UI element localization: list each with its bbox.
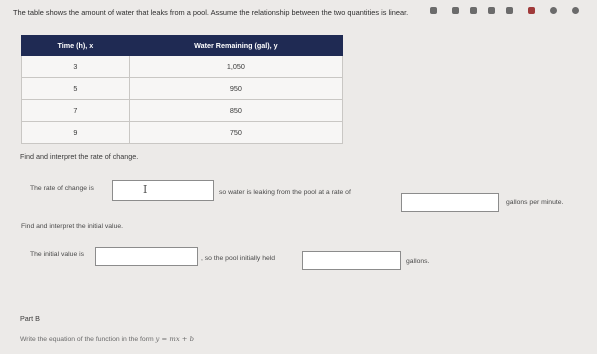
initial-gallons-input[interactable] (302, 251, 401, 270)
cell-time: 5 (22, 78, 130, 100)
cell-time: 9 (22, 122, 130, 144)
equation-form: y = mx + b (155, 335, 195, 343)
part-instruction (20, 335, 194, 343)
cell-time: 7 (22, 100, 130, 122)
q2-text-middle: , so the pool initially held (201, 255, 276, 262)
cell-water: 950 (129, 78, 342, 100)
table-row (22, 122, 343, 144)
dot-icon (572, 7, 579, 14)
data-table (21, 35, 343, 144)
q2-text-before: The initial value is (30, 251, 85, 258)
check-icon (488, 7, 495, 14)
header-water: Water Remaining (gal), y (129, 36, 342, 56)
table-header-row (22, 36, 343, 56)
text-cursor-icon: I (143, 183, 148, 196)
calendar-icon (452, 7, 459, 14)
q1-text-after: gallons per minute. (506, 199, 564, 206)
q1-instruction: Find and interpret the rate of change. (20, 152, 139, 161)
table-row (22, 78, 343, 100)
cell-water: 1,050 (129, 56, 342, 78)
arrow-icon (506, 7, 513, 14)
table-row (22, 56, 343, 78)
leak-rate-input[interactable] (401, 193, 499, 212)
initial-value-input[interactable] (95, 247, 198, 266)
header-time: Time (h), x (22, 36, 130, 56)
q1-text-middle: so water is leaking from the pool at a rate of (219, 189, 351, 196)
cell-water: 750 (129, 122, 342, 144)
q1-text-before: The rate of change is (30, 185, 94, 192)
part-instruction-text: Write the equation of the function in the form (20, 336, 154, 343)
settings-icon (550, 7, 557, 14)
part-title: Part B (20, 314, 40, 323)
problem-statement: The table shows the amount of water that leaks from a pool. Assume the relationship between the two quantities is linear. (13, 8, 409, 17)
q2-text-after: gallons. (406, 258, 430, 265)
q2-instruction: Find and interpret the initial value. (21, 223, 124, 230)
mail-icon (528, 7, 535, 14)
cast-icon (430, 7, 437, 14)
cell-water: 850 (129, 100, 342, 122)
cell-time: 3 (22, 56, 130, 78)
table-row (22, 100, 343, 122)
rate-of-change-input[interactable] (112, 180, 214, 201)
image-icon (470, 7, 477, 14)
